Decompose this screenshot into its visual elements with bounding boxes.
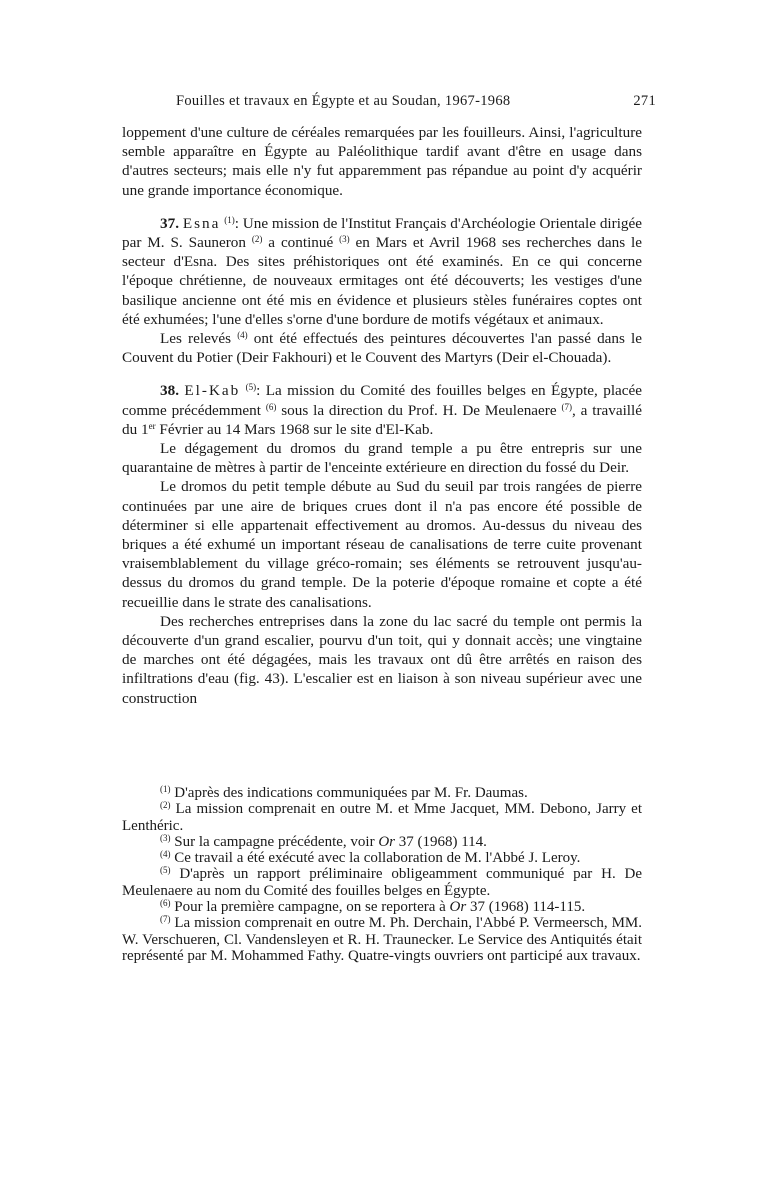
footnote-ref: (4) xyxy=(237,330,248,341)
footnote-mark: (5) xyxy=(160,865,171,876)
footnote-ref: (6) xyxy=(265,401,277,412)
body-text xyxy=(122,123,642,708)
footnote-ref: (1) xyxy=(224,214,235,225)
paragraph-continued: loppement d'une culture de céréales remarquées par les fouilleurs. Ainsi, l'agriculture semble apparaître en Égypte au Paléolithique tardif avant d'être en usage dans d'autres secteurs; mais elle n'y fut apparemment pas répandue au point d'y acquérir une grande importance économique. xyxy=(122,124,642,199)
section-38-paragraph xyxy=(122,381,642,439)
footnote-mark: (3) xyxy=(160,832,171,843)
ordinal-suffix: er xyxy=(148,420,156,431)
footnote-3 xyxy=(122,834,642,850)
page-number: 271 xyxy=(633,93,656,109)
section-37-paragraph xyxy=(122,214,642,329)
footnote-5 xyxy=(122,866,642,899)
footnote-mark: (4) xyxy=(160,849,171,860)
text-run: ont été effectués des peintures découvertes l'an passé dans le Couvent du Potier (Deir Fakhouri) et le Couvent des Martyrs (Deir el-Chouada). xyxy=(122,330,642,367)
footnotes xyxy=(122,785,642,964)
footnote-text: Pour la première campagne, on se reportera à xyxy=(170,899,450,916)
footnote-4 xyxy=(122,850,642,866)
text-run: a continué xyxy=(262,234,340,252)
footnote-text: Ce travail a été exécuté avec la collaboration de M. l'Abbé J. Leroy. xyxy=(170,850,581,867)
footnote-text: La mission comprenait en outre M. et Mme Jacquet, MM. Debono, Jarry et Lenthéric. xyxy=(122,801,642,834)
running-header xyxy=(176,93,656,110)
site-name: Esna xyxy=(182,214,221,232)
text-run: Février au 14 Mars 1968 sur le site d'El-Kab. xyxy=(155,420,434,438)
running-title: Fouilles et travaux en Égypte et au Soudan, 1967-1968 xyxy=(176,93,511,109)
footnote-text: 37 (1968) 114-115. xyxy=(466,899,586,916)
journal-abbrev: Or xyxy=(378,833,395,850)
footnote-mark: (2) xyxy=(160,800,171,811)
footnote-1 xyxy=(122,785,642,801)
text-run: , a travaillé du 1 xyxy=(122,401,642,438)
footnote-ref: (5) xyxy=(245,382,257,393)
footnote-text: D'après des indications communiquées par M. Fr. Daumas. xyxy=(170,785,528,801)
section-38-paragraph-4: Des recherches entreprises dans la zone du lac sacré du temple ont permis la découverte d'un grand escalier, pourvu d'un toit, qui y donnait accès; une vingtaine de marches ont été dégagées, mais les travaux ont dû être arrêtés en raison des infiltrations d'eau (fig. 43). L'escalier est en liaison à son niveau supérieur avec une construction xyxy=(122,612,642,707)
footnote-mark: (7) xyxy=(160,914,171,925)
journal-abbrev: Or xyxy=(449,899,467,916)
footnote-2 xyxy=(122,801,642,834)
footnote-7 xyxy=(122,915,642,964)
footnote-ref: (2) xyxy=(251,234,263,245)
text-run: : Une mission de l'Institut Français d'Archéologie Orientale dirigée par M. S. Sauneron xyxy=(122,214,643,252)
footnote-text: D'après un rapport préliminaire obligeamment communiqué par H. De Meulenaere au nom du Comité des fouilles belges en Égypte. xyxy=(122,866,642,899)
footnote-text: Sur la campagne précédente, voir xyxy=(170,833,379,850)
footnote-ref: (7) xyxy=(561,401,572,412)
section-38-paragraph-3: Le dromos du petit temple débute au Sud du seuil par trois rangées de pierre continuées par une aire de briques crues dont il n'a pas encore été possible de déterminer si elle appartenait effectivement au dromos. Au-dessus du niveau des briques a été exhumé un important réseau de canalisations de terre cuite provenant vraisemblablement du village gréco-romain; ses éléments se retrouvent jusqu'au-dessus du dromos du grand temple. De la poterie d'époque romaine et copte a été recueillie dans le strate des canalisations. xyxy=(122,478,642,611)
footnote-6 xyxy=(122,899,642,915)
section-number: 38. xyxy=(160,382,179,400)
text-run: Les relevés xyxy=(160,330,238,348)
site-name: El-Kab xyxy=(184,382,241,400)
footnote-mark: (1) xyxy=(160,784,171,794)
footnote-text: 37 (1968) 114. xyxy=(395,833,487,850)
section-number: 37. xyxy=(160,214,179,232)
section-37-paragraph-2 xyxy=(122,329,642,367)
footnote-mark: (6) xyxy=(160,898,171,909)
footnote-ref: (3) xyxy=(339,234,350,245)
text-run: en Mars et Avril 1968 ses recherches dans le secteur d'Esna. Des sites préhistoriques ont été examinés. En ce qui concerne l'époque chrétienne, de nouveaux ermitages ont été découverts; les vestiges d'une basilique ancienne ont été mis en évidence et plusieurs stèles funéraires coptes ont été exhumées; l'une d'elles s'orne d'une bordure de motifs végétaux et animaux. xyxy=(122,234,642,328)
footnote-text: La mission comprenait en outre M. Ph. Derchain, l'Abbé P. Vermeersch, MM. W. Verschueren, Cl. Vandensleyen et R. H. Traunecker. Le Service des Antiquités était représenté par M. Mohammed Fathy. Quatre-vingts ouvriers ont participé aux travaux. xyxy=(122,915,642,964)
section-38-paragraph-2: Le dégagement du dromos du grand temple a pu être entrepris sur une quarantaine de mètres à partir de l'enceinte extérieure en direction du fossé du Deir. xyxy=(122,440,642,477)
text-run: : La mission du Comité des fouilles belges en Égypte, placée comme précédemment xyxy=(122,382,643,419)
text-run: sous la direction du Prof. H. De Meulenaere xyxy=(276,401,562,419)
